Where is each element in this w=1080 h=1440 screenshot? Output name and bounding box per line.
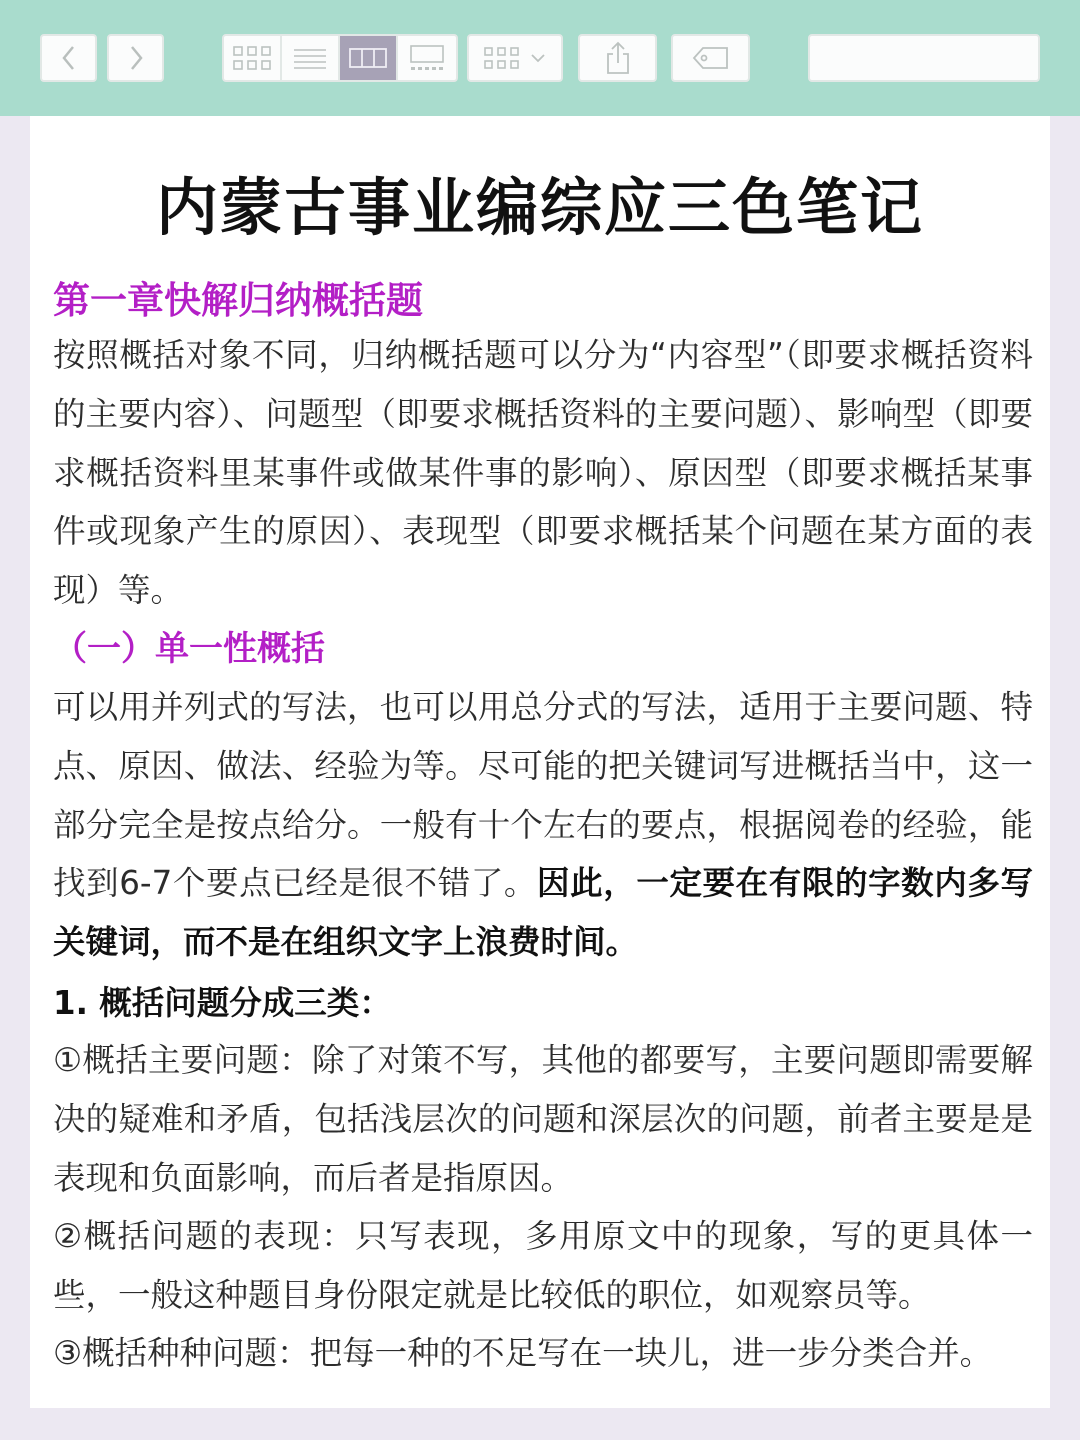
intro-paragraph: 按照概括对象不同，归纳概括题可以分为“内容型”（即要求概括资料的主要内容）、问题型（即要求概括资料的主要问题）、影响型（即要求概括资料里某事件或做某件事的影响）、原因型（即要求概括某事件或现象产生的原因）、表现型（即要求概括某个问题在某方面的表现）等。 <box>53 336 1033 610</box>
section-bold-text: 因此，一定要在有限的字数内多写关键词，而不是在组织文字上浪费时间。 <box>53 864 1033 962</box>
search-field[interactable] <box>808 34 1040 82</box>
search-input[interactable] <box>828 36 1053 80</box>
group-by-button[interactable] <box>467 34 563 82</box>
section-body-text: 可以用并列式的写法，也可以用总分式的写法，适用于主要问题、特点、原因、做法、经验为等。尽可能的把关键词写进概括当中，这一部分完全是按点给分。一般有十个左右的要点，根据阅卷的经验，能找到6-7个要点已经是很不错了。 <box>53 688 1033 903</box>
chevron-right-icon <box>126 44 146 72</box>
tag-button[interactable] <box>671 34 750 82</box>
grid-view-button[interactable] <box>224 36 282 80</box>
gallery-view-icon <box>407 44 447 72</box>
chevron-left-icon <box>59 44 79 72</box>
point-heading: 1. 概括问题分成三类： <box>53 984 392 1022</box>
view-mode-group <box>222 34 458 82</box>
tag-icon <box>691 45 731 71</box>
list-item: ③概括种种问题：把每一种的不足写在一块儿，进一步分类合并。 <box>53 1334 993 1372</box>
group-by-icon <box>483 45 523 71</box>
forward-button[interactable] <box>107 34 164 82</box>
list-view-icon <box>292 46 328 70</box>
list-view-button[interactable] <box>282 36 340 80</box>
chapter-heading: 第一章快解归纳概括题 <box>53 279 423 322</box>
page-title: 内蒙古事业编综应三色笔记 <box>155 171 924 244</box>
section-paragraph <box>53 678 1033 972</box>
gallery-view-button[interactable] <box>398 36 456 80</box>
share-icon <box>603 41 633 75</box>
chevron-down-icon <box>529 51 547 65</box>
list-item: ①概括主要问题：除了对策不写，其他的都要写，主要问题即需要解决的疑难和矛盾，包括浅层次的问题和深层次的问题，前者主要是是表现和负面影响，而后者是指原因。 <box>53 1041 1033 1197</box>
back-button[interactable] <box>40 34 97 82</box>
grid-view-icon <box>232 45 272 71</box>
section-heading: （一）单一性概括 <box>53 629 325 669</box>
share-button[interactable] <box>578 34 657 82</box>
list-item: ②概括问题的表现：只写表现，多用原文中的现象，写的更具体一些，一般这种题目身份限定就是比较低的职位，如观察员等。 <box>53 1217 1033 1314</box>
toolbar <box>0 0 1080 116</box>
column-view-icon <box>348 47 388 69</box>
column-view-button[interactable] <box>340 36 398 80</box>
